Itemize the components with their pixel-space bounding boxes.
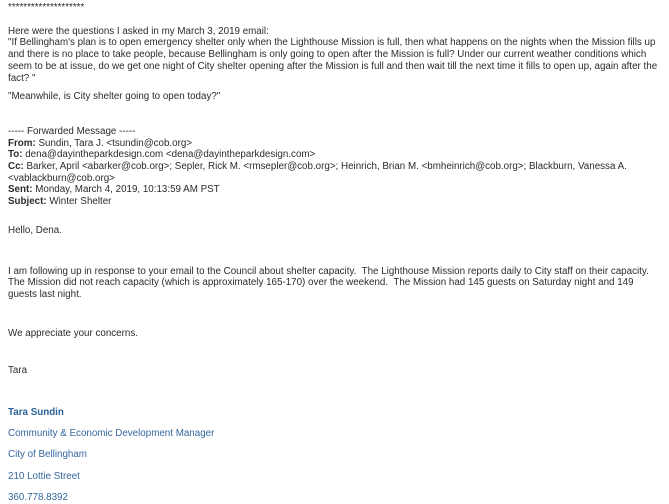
- signature-block: [8, 407, 661, 504]
- greeting: Hello, Dena.: [8, 224, 62, 236]
- signature-organization: City of Bellingham: [8, 449, 87, 461]
- cc-value: Barker, April <abarker@cob.org>; Sepler, Rick M. <rmsepler@cob.org>; Heinrich, Brian M. <bmheinrich@cob.org>; Blackburn, Vanessa A. <vablackburn@cob.org>: [8, 161, 630, 184]
- signature-name: Tara Sundin: [8, 407, 64, 419]
- from-value: Sundin, Tara J. <tsundin@cob.org>: [35, 137, 193, 149]
- signature-address: 210 Lottie Street: [8, 470, 80, 482]
- to-label: To:: [8, 149, 23, 161]
- closing-line: We appreciate your concerns.: [8, 327, 138, 339]
- subject-label: Subject:: [8, 196, 47, 208]
- to-value: dena@dayintheparkdesign.com <dena@dayintheparkdesign.com>: [22, 149, 316, 161]
- header-sent: [8, 184, 661, 196]
- subject-value: Winter Shelter: [46, 196, 112, 208]
- signoff-name: Tara: [8, 365, 28, 377]
- sent-value: Monday, March 4, 2019, 10:13:59 AM PST: [32, 184, 220, 196]
- header-cc: [8, 161, 661, 184]
- body-paragraph: I am following up in response to your email to the Council about shelter capacity. The Lighthouse Mission reports daily to City staff on their capacity. The Mission did not reach capacity (which is approximately 165-170) over the weekend. The Mission had 145 guests on Saturday night and 149 guests last night.: [8, 265, 655, 300]
- quoted-question-paragraph: "If Bellingham's plan is to open emergency shelter only when the Lighthouse Mission is full, then what happens on the nights when the Mission fills up and there is no place to take people, because Bellingham is only going to open after the Mission is full? Under our current weather conditions which seem to be at issue, do we get one night of City shelter opening after the Mission is full and then wait till the next time it fills to open up, again after the fact? ": [8, 37, 660, 84]
- sent-label: Sent:: [8, 184, 33, 196]
- signature-phone: 360.778.8392: [8, 491, 68, 503]
- forwarded-divider: ----- Forwarded Message -----: [8, 125, 136, 137]
- header-subject: [8, 196, 661, 208]
- asterisk-divider: ********************: [8, 2, 85, 13]
- quoted-question-short: "Meanwhile, is City shelter going to open today?": [8, 91, 221, 103]
- from-label: From:: [8, 137, 36, 149]
- forwarded-message-header: [8, 126, 661, 208]
- header-to: [8, 149, 661, 161]
- intro-line: Here were the questions I asked in my March 3, 2019 email:: [8, 25, 269, 37]
- cc-label: Cc:: [8, 161, 24, 173]
- signature-title: Community & Economic Development Manager: [8, 428, 215, 440]
- header-from: [8, 138, 661, 150]
